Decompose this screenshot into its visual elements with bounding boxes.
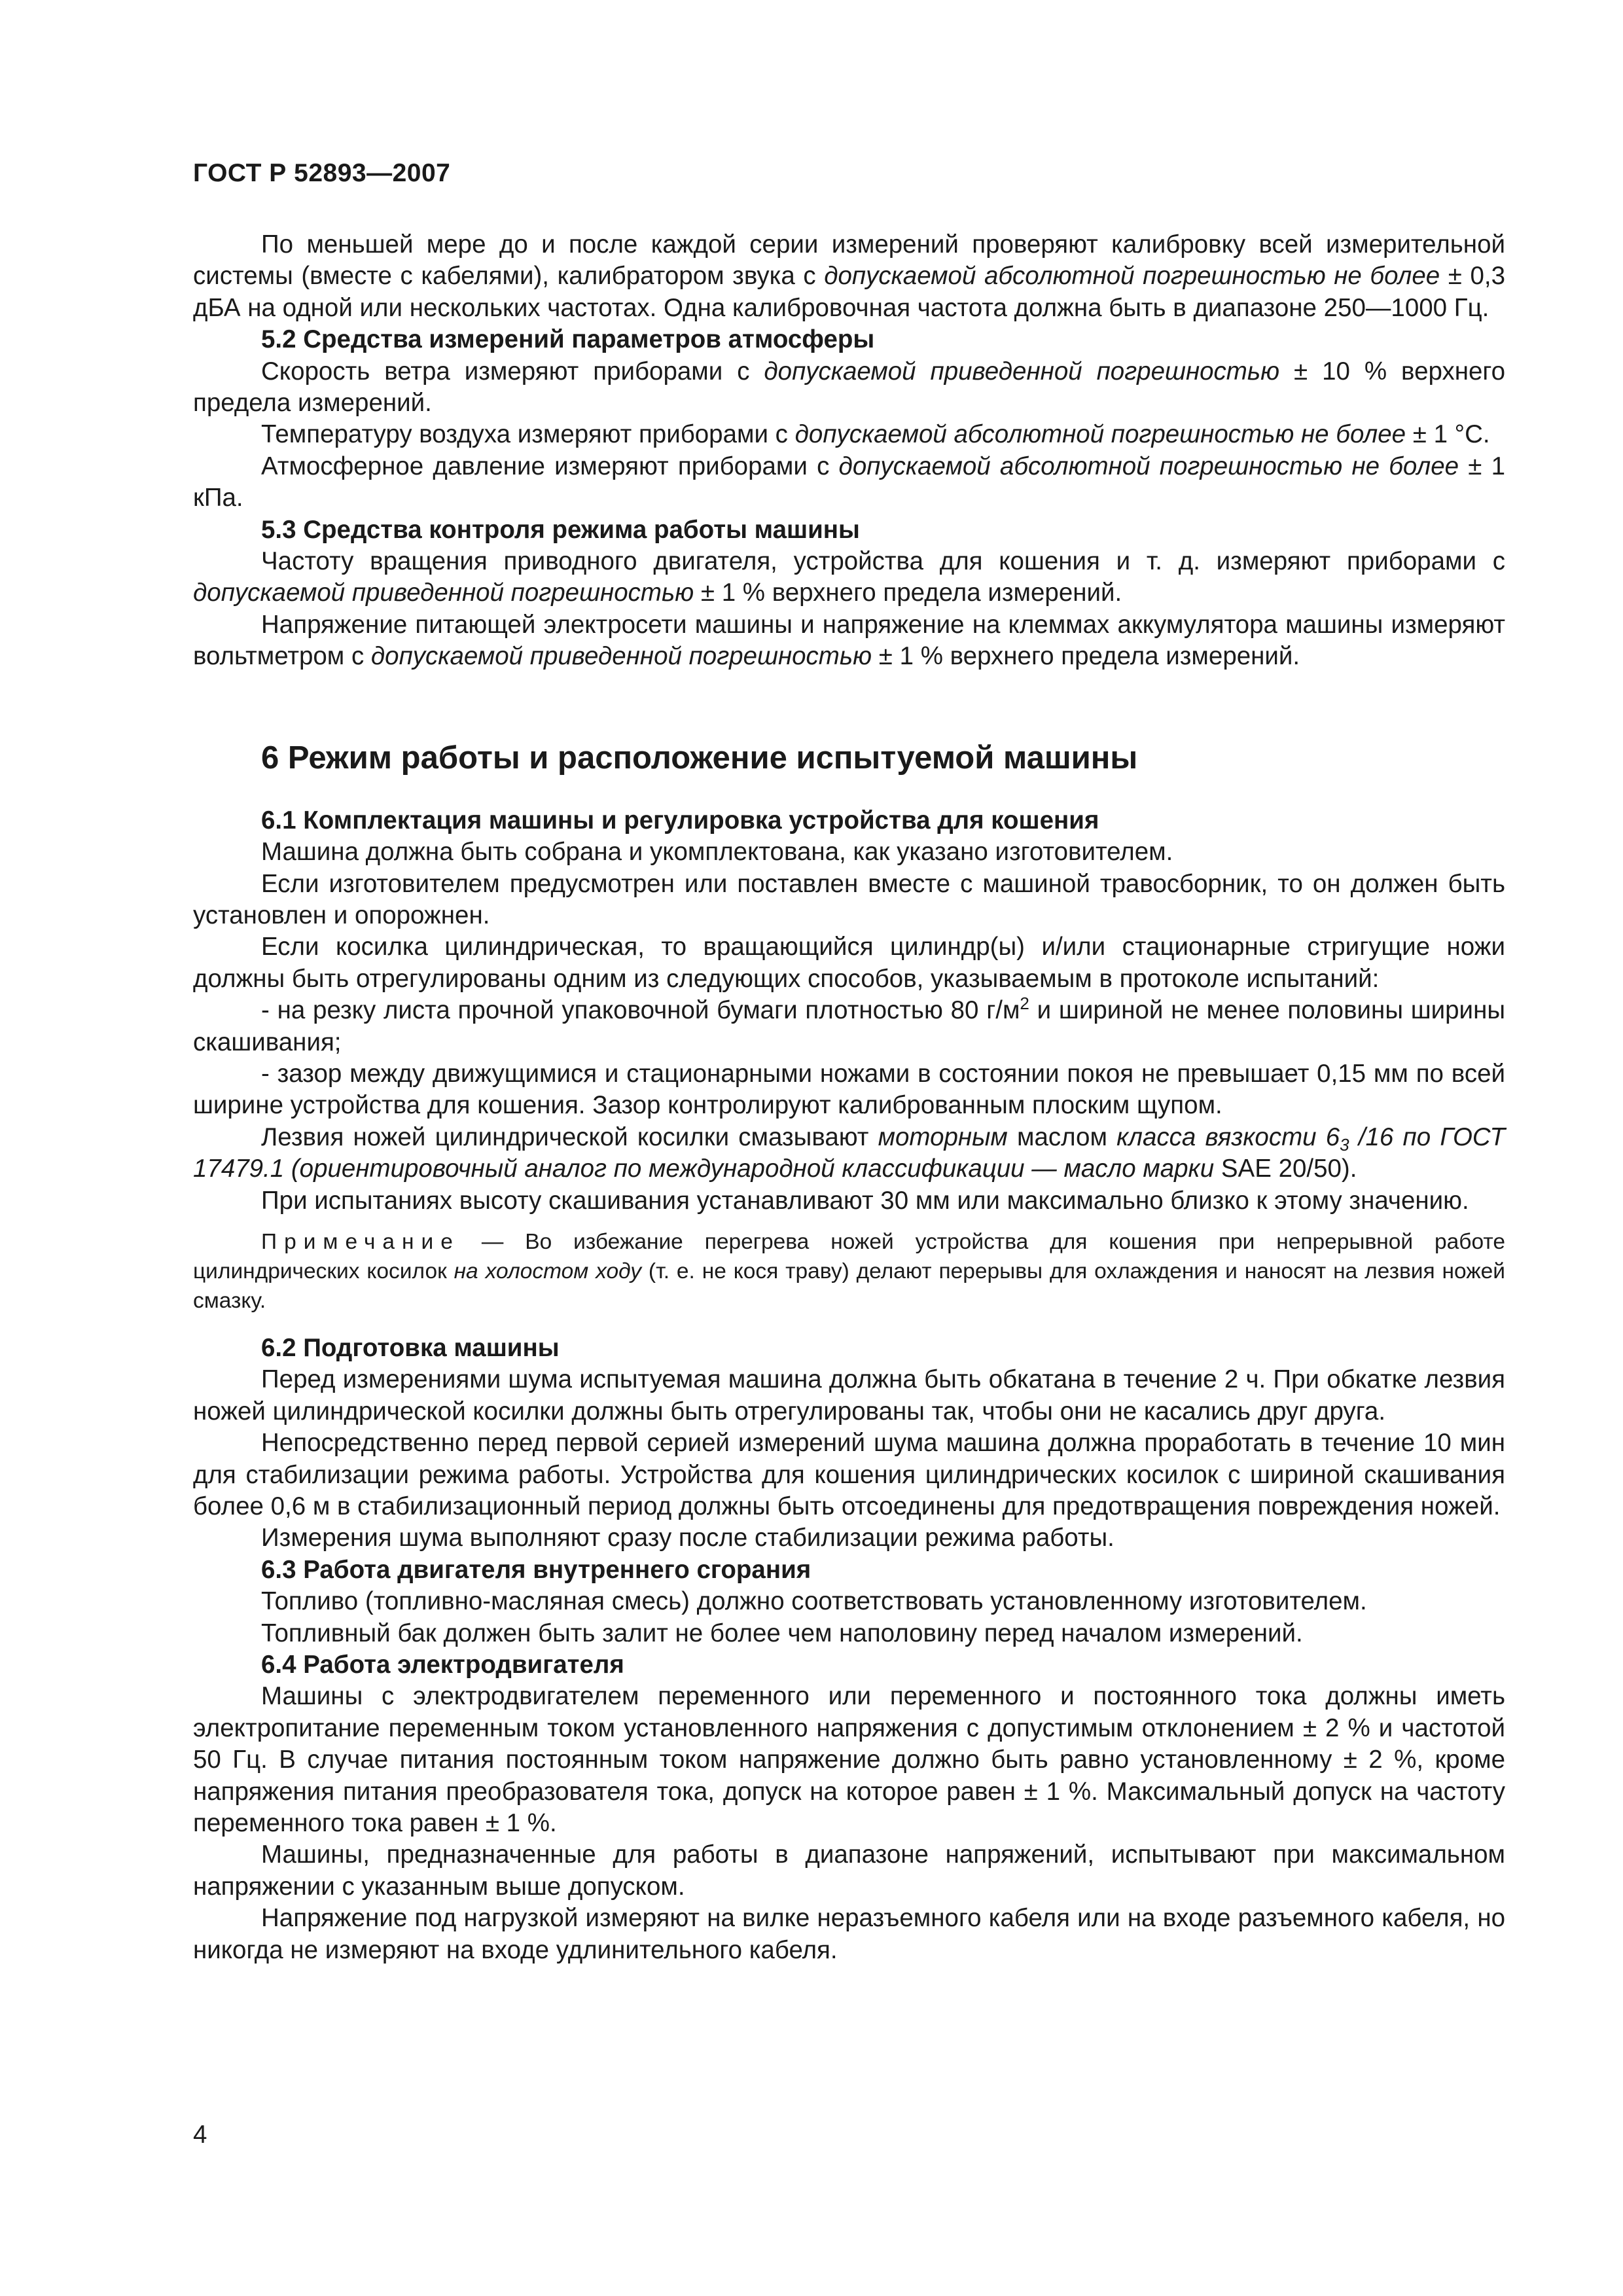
- bullet-paper-cut: - на резку листа прочной упаковочной бумаги плотностью 80 $г/м^2$ и шириной не менее половины ширины скашивания;: [193, 994, 1506, 1056]
- load-voltage-paragraph: Напряжение под нагрузкой измеряют на вилке неразъемного кабеля или на входе разъемного кабеля, но никогда не измеряют на входе удлинительного кабеля.: [193, 1904, 1505, 1964]
- assembly-paragraph: Машина должна быть собрана и укомплектована, как указано изготовителем.: [261, 838, 1173, 867]
- stabilization-paragraph: Непосредственно перед первой серией измерений шума машина должна проработать в течение 10 мин для стабилизации режима работы. Устройства для кошения цилиндрических косилок с шириной скашивания более 0,6 м в стабилизационный период должны быть отсоединены для предотвращения повреждения ножей.: [193, 1429, 1505, 1520]
- section-5-2-heading: 5.2 Средства измерений параметров атмосферы: [261, 325, 875, 354]
- bullet-gap: - зазор между движущимися и стационарными ножами в состоянии покоя не превышает 0,15 мм по всей ширине устройства для кошения. Зазор контролируют калиброванным плоским щупом.: [193, 1059, 1505, 1120]
- wind-paragraph: Скорость ветра измеряют приборами с допускаемой приведенной погрешностью ± 10 % верхнего предела измерений.: [193, 357, 1505, 418]
- pressure-paragraph: Атмосферное давление измеряют приборами с допускаемой абсолютной погрешностью не более ± 1 кПа.: [193, 452, 1505, 512]
- section-6-1-heading: 6.1 Комплектация машины и регулировка устройства для кошения: [261, 806, 1099, 834]
- grass-catcher-paragraph: Если изготовителем предусмотрен или поставлен вместе с машиной травосборник, то он должен быть установлен и опорожнен.: [193, 869, 1505, 929]
- rotation-paragraph: Частоту вращения приводного двигателя, устройства для кошения и т. д. измеряют приборами с допускаемой приведенной погрешностью ± 1 % верхнего предела измерений.: [193, 547, 1505, 607]
- calibration-paragraph: По меньшей мере до и после каждой серии измерений проверяют калибровку всей измерительной системы (вместе с кабелями), калибратором звука с допускаемой абсолютной погрешностью не более ± 0,3 дБА на одной или нескольких частотах. Одна калибровочная частота должна быть в диапазоне 250—1000 Гц.: [193, 230, 1506, 322]
- section-6-4-heading: 6.4 Работа электродвигателя: [261, 1651, 624, 1679]
- voltage-range-paragraph: Машины, предназначенные для работы в диапазоне напряжений, испытывают при максимальном напряжении с указанным выше допуском.: [193, 1840, 1505, 1901]
- fuel-paragraph: Топливо (топливно-масляная смесь) должно соответствовать установленному изготовителем.: [261, 1587, 1367, 1616]
- fuel-tank-paragraph: Топливный бак должен быть залит не более чем наполовину перед началом измерений.: [261, 1619, 1303, 1647]
- running-in-paragraph: Перед измерениями шума испытуемая машина должна быть обкатана в течение 2 ч. При обкатке лезвия ножей цилиндрической косилки должны быть отрегулированы так, чтобы они не касались друг друга.: [193, 1365, 1505, 1426]
- page-number: 4: [193, 2121, 207, 2149]
- oil-paragraph: Лезвия ножей цилиндрической косилки смазывают моторным маслом класса вязкости $6_3$ /16 по ГОСТ 17479.1 (ориентировочный аналог по международной классификации — масло марки SAE 20/50).: [193, 1122, 1505, 1183]
- section-6-2-heading: 6.2 Подготовка машины: [261, 1333, 560, 1362]
- cylinder-adjust-paragraph: Если косилка цилиндрическая, то вращающийся цилиндр(ы) и/или стационарные стригущие ножи должны быть отрегулированы одним из следующих способов, указываемым в протоколе испытаний:: [193, 933, 1505, 993]
- measurement-timing-paragraph: Измерения шума выполняют сразу после стабилизации режима работы.: [261, 1524, 1115, 1552]
- section-5-3-heading: 5.3 Средства контроля режима работы машины: [261, 515, 860, 544]
- temperature-paragraph: Температуру воздуха измеряют приборами с допускаемой абсолютной погрешностью не более ± 1 °С.: [261, 420, 1490, 449]
- section-6-heading: 6 Режим работы и расположение испытуемой машины: [261, 740, 1138, 776]
- note-paragraph: Примечание — Во избежание перегрева ножей устройства для кошения при непрерывной работе цилиндрических косилок на холостом ходу (т. е. не кося траву) делают перерывы для охлаждения и наносят на лезвия ножей смазку.: [193, 1229, 1505, 1313]
- document-header: ГОСТ Р 52893—2007: [193, 159, 451, 187]
- section-6-3-heading: 6.3 Работа двигателя внутреннего сгорания: [261, 1555, 812, 1584]
- document-page: [193, 0, 1505, 2296]
- power-supply-paragraph: Машины с электродвигателем переменного или переменного и постоянного тока должны иметь электропитание переменным током установленного напряжения с допустимым отклонением ± 2 % и частотой 50 Гц. В случае питания постоянным током напряжение должно быть равно установленному ± 2 %, кроме напряжения питания преобразователя тока, допуск на которое равен ± 1 %. Максимальный допуск на частоту переменного тока равен ± 1 %.: [193, 1682, 1505, 1838]
- document-body: [193, 229, 1505, 1966]
- cutting-height-paragraph: При испытаниях высоту скашивания устанавливают 30 мм или максимально близко к этому значению.: [261, 1186, 1469, 1215]
- voltage-paragraph: Напряжение питающей электросети машины и напряжение на клеммах аккумулятора машины измеряют вольтметром с допускаемой приведенной погрешностью ± 1 % верхнего предела измерений.: [193, 610, 1505, 671]
